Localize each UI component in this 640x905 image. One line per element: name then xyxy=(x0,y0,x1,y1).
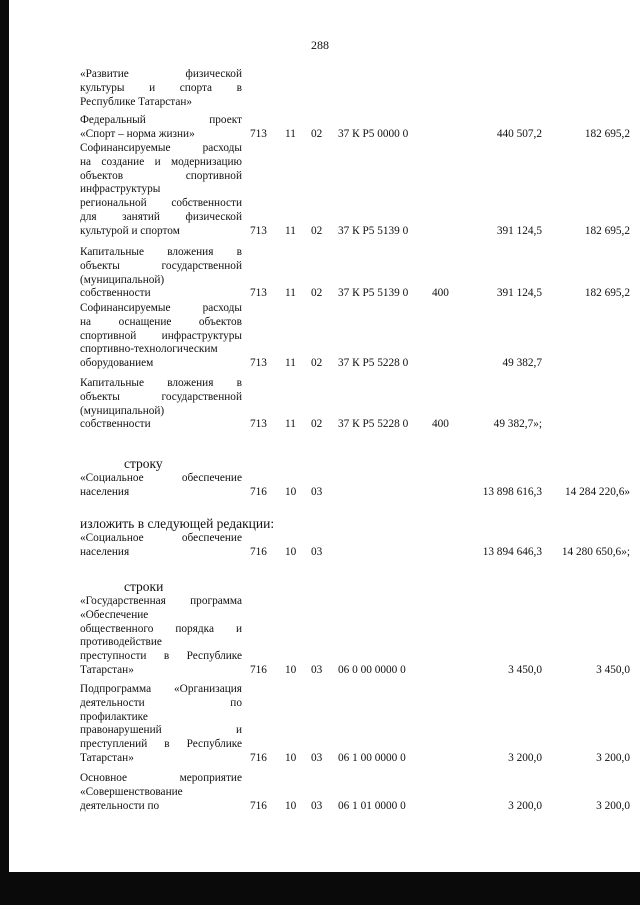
amount-year-1: 13 894 646,3 xyxy=(482,545,542,558)
table-row xyxy=(0,68,640,109)
table-row xyxy=(0,246,640,301)
description-line: объекты государственной xyxy=(80,259,242,272)
heading-stroku: строку xyxy=(124,456,163,471)
row-description xyxy=(80,772,242,813)
description-line: объектов спортивной xyxy=(80,169,242,182)
ministry-code: 713 xyxy=(250,418,267,431)
expense-type-code: 400 xyxy=(432,287,449,300)
section-code: 11 xyxy=(285,127,296,140)
scan-edge-bottom xyxy=(0,872,640,905)
description-line: противодействие xyxy=(80,636,162,649)
subsection-code: 03 xyxy=(311,664,323,676)
description-line: Татарстан» xyxy=(80,663,134,676)
amount-year-1: 3 200,0 xyxy=(508,752,542,764)
description-line: (муниципальной) xyxy=(80,273,165,286)
target-article-code: 37 К P5 5228 0 xyxy=(338,418,409,431)
description-line: Капитальные вложения в xyxy=(80,246,242,258)
description-line: (муниципальной) xyxy=(80,404,165,417)
section-code: 11 xyxy=(285,224,296,237)
table-row xyxy=(0,472,640,500)
row-description xyxy=(80,142,242,239)
subsection-code: 03 xyxy=(311,752,323,764)
amount-year-1: 391 124,5 xyxy=(496,287,542,300)
subsection-code: 03 xyxy=(311,485,323,498)
heading-stroki: строки xyxy=(124,579,164,594)
description-line: Федеральный проект xyxy=(80,114,242,126)
description-line: Софинансируемые расходы xyxy=(80,302,242,314)
table-row xyxy=(0,532,640,560)
description-line: преступности в Республике xyxy=(80,650,242,663)
amount-year-1: 49 382,7»; xyxy=(493,418,542,431)
ministry-code: 713 xyxy=(250,287,267,300)
description-line: «Совершенствование xyxy=(80,785,183,798)
description-line: спортивной инфраструктуры xyxy=(80,329,242,342)
description-line: «Спорт – норма жизни» xyxy=(80,127,195,140)
row-description xyxy=(80,377,242,432)
table-row xyxy=(0,377,640,432)
amount-year-2: 182 695,2 xyxy=(584,287,630,300)
table-row xyxy=(0,683,640,766)
description-line: Татарстан» xyxy=(80,751,134,764)
description-line: населения xyxy=(80,485,130,498)
description-line: «Социальное обеспечение xyxy=(80,532,242,544)
description-line: деятельности по xyxy=(80,696,242,709)
amount-year-2: 14 280 650,6»; xyxy=(561,545,630,558)
table-row xyxy=(0,142,640,239)
ministry-code: 713 xyxy=(250,224,267,237)
amount-year-2: 14 284 220,6» xyxy=(565,485,630,498)
subsection-code: 02 xyxy=(311,357,323,370)
description-line: «Государственная программа xyxy=(80,595,242,607)
target-article-code: 37 К P5 0000 0 xyxy=(338,127,409,140)
ministry-code: 716 xyxy=(250,752,267,764)
subsection-code: 02 xyxy=(311,224,323,237)
description-line: преступлений в Республике xyxy=(80,738,242,751)
amount-year-2: 182 695,2 xyxy=(584,127,630,140)
target-article-code: 06 1 00 0000 0 xyxy=(338,752,406,764)
description-line: общественного порядка и xyxy=(80,622,242,635)
target-article-code: 06 0 00 0000 0 xyxy=(338,664,406,676)
section-code: 10 xyxy=(285,545,297,558)
target-article-code: 37 К P5 5139 0 xyxy=(338,287,409,300)
description-line: оборудованием xyxy=(80,357,154,370)
description-line: населения xyxy=(80,545,130,558)
description-line: правонарушений и xyxy=(80,724,242,737)
row-description xyxy=(80,595,242,678)
section-code: 10 xyxy=(285,485,297,498)
section-code: 11 xyxy=(285,418,296,431)
ministry-code: 713 xyxy=(250,357,267,370)
amount-year-2: 3 200,0 xyxy=(596,799,630,812)
description-line: объекты государственной xyxy=(80,390,242,403)
description-line: деятельности по xyxy=(80,799,160,812)
table-row xyxy=(0,114,640,142)
row-description xyxy=(80,683,242,766)
amount-year-1: 440 507,2 xyxy=(496,127,542,140)
section-code: 10 xyxy=(285,752,297,764)
description-line: Основное мероприятие xyxy=(80,772,242,784)
amount-year-1: 13 898 616,3 xyxy=(482,485,542,498)
description-line: профилактике xyxy=(80,710,148,723)
description-line: на создание и модернизацию xyxy=(80,155,242,168)
ministry-code: 716 xyxy=(250,545,267,558)
description-line: собственности xyxy=(80,418,151,431)
ministry-code: 716 xyxy=(250,799,267,812)
subsection-code: 02 xyxy=(311,287,323,300)
target-article-code: 37 К P5 5228 0 xyxy=(338,357,409,370)
subsection-code: 03 xyxy=(311,545,323,558)
amount-year-2: 182 695,2 xyxy=(584,224,630,237)
description-line: собственности xyxy=(80,287,151,300)
section-code: 10 xyxy=(285,664,297,676)
amount-year-1: 391 124,5 xyxy=(496,224,542,237)
description-line: Республике Татарстан» xyxy=(80,95,193,108)
row-description xyxy=(80,114,242,142)
row-description xyxy=(80,472,242,500)
amount-year-1: 49 382,7 xyxy=(502,357,542,370)
description-line: культурой и спортом xyxy=(80,224,180,237)
amount-year-2: 3 450,0 xyxy=(596,664,630,676)
table-row xyxy=(0,302,640,371)
amount-year-1: 3 450,0 xyxy=(508,664,542,676)
description-line: культуры и спорта в xyxy=(80,81,242,94)
amount-year-2: 3 200,0 xyxy=(596,752,630,764)
subsection-code: 03 xyxy=(311,799,323,812)
expense-type-code: 400 xyxy=(432,418,449,431)
description-line: Капитальные вложения в xyxy=(80,377,242,389)
ministry-code: 716 xyxy=(250,485,267,498)
row-description xyxy=(80,246,242,301)
section-code: 11 xyxy=(285,287,296,300)
page-number: 288 xyxy=(311,38,329,52)
target-article-code: 37 К P5 5139 0 xyxy=(338,224,409,237)
ministry-code: 716 xyxy=(250,664,267,676)
row-description xyxy=(80,532,242,560)
description-line: «Развитие физической xyxy=(80,68,242,80)
section-code: 11 xyxy=(285,357,296,370)
description-line: на оснащение объектов xyxy=(80,315,242,328)
description-line: «Социальное обеспечение xyxy=(80,472,242,484)
description-line: Подпрограмма «Организация xyxy=(80,683,242,695)
row-description xyxy=(80,302,242,371)
description-line: Софинансируемые расходы xyxy=(80,142,242,154)
subsection-code: 02 xyxy=(311,127,323,140)
description-line: для занятий физической xyxy=(80,210,242,223)
description-line: региональной собственности xyxy=(80,197,242,210)
target-article-code: 06 1 01 0000 0 xyxy=(338,799,406,812)
description-line: инфраструктуры xyxy=(80,183,161,196)
description-line: «Обеспечение xyxy=(80,608,149,621)
row-description xyxy=(80,68,242,109)
subsection-code: 02 xyxy=(311,418,323,431)
heading-izlozhit: изложить в следующей редакции: xyxy=(80,516,275,531)
description-line: спортивно-технологическим xyxy=(80,343,218,356)
table-row xyxy=(0,772,640,813)
ministry-code: 713 xyxy=(250,127,267,140)
section-code: 10 xyxy=(285,799,297,812)
table-row xyxy=(0,595,640,678)
amount-year-1: 3 200,0 xyxy=(508,799,542,812)
